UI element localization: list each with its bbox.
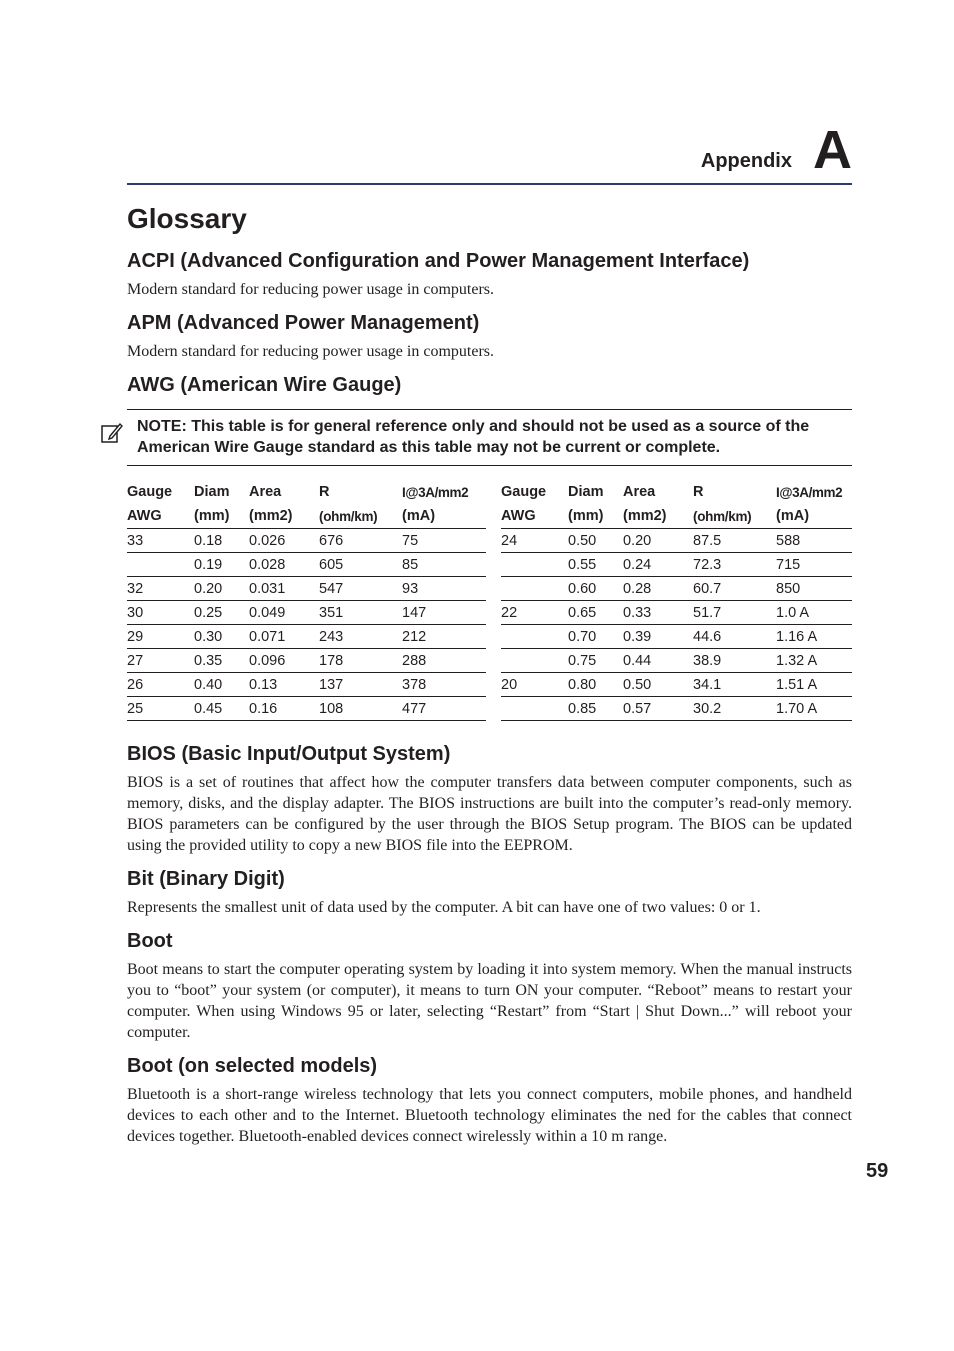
awg-table-right (501, 480, 852, 721)
header-cell: (mA) (402, 504, 486, 529)
table-cell: 1.32 A (776, 649, 852, 673)
table-cell: 72.3 (693, 553, 776, 577)
term-apm: APM (Advanced Power Management) (127, 312, 480, 334)
table-header-row (501, 504, 852, 529)
table-cell (501, 625, 568, 649)
table-cell: 0.50 (623, 673, 693, 697)
table-cell: 30.2 (693, 697, 776, 721)
table-cell: 93 (402, 577, 486, 601)
header-cell: AWG (501, 504, 568, 529)
note-pencil-icon (101, 422, 123, 444)
header-cell: Area (249, 484, 282, 500)
table-cell: 0.049 (249, 601, 319, 625)
header-rule (127, 183, 852, 185)
table-cell: 33 (127, 529, 194, 553)
header-cell: Gauge (501, 484, 547, 500)
header-cell: AWG (127, 504, 194, 529)
table-cell: 0.24 (623, 553, 693, 577)
table-cell: 0.35 (194, 649, 249, 673)
table-cell: 20 (501, 673, 568, 697)
table-row (127, 529, 486, 553)
table-cell: 547 (319, 577, 402, 601)
table-row (501, 673, 852, 697)
table-cell: 26 (127, 673, 194, 697)
header-cell: (ohm/km) (319, 504, 402, 529)
table-cell: 0.30 (194, 625, 249, 649)
table-cell (501, 649, 568, 673)
table-cell: 351 (319, 601, 402, 625)
table-header-row (501, 480, 852, 504)
table-cell: 0.55 (568, 553, 623, 577)
definition-acpi: Modern standard for reducing power usage in computers. (127, 281, 494, 298)
note-text: NOTE: This table is for general reference only and should not be used as a source of the American Wire Gauge standard as this table may not be current or complete. (137, 418, 810, 456)
table-cell: 0.028 (249, 553, 319, 577)
awg-tables (127, 480, 852, 721)
table-cell: 0.20 (194, 577, 249, 601)
awg-table-left (127, 480, 486, 721)
definition-apm: Modern standard for reducing power usage in computers. (127, 343, 494, 360)
table-cell (501, 577, 568, 601)
table-cell: 1.51 A (776, 673, 852, 697)
table-row (127, 673, 486, 697)
header-cell: Diam (194, 484, 230, 500)
header-cell: I@3A/mm2 (776, 484, 843, 500)
table-header-row (127, 504, 486, 529)
table-cell: 38.9 (693, 649, 776, 673)
header-cell: (mm) (568, 504, 623, 529)
table-cell: 0.57 (623, 697, 693, 721)
table-cell: 0.19 (194, 553, 249, 577)
table-cell: 0.13 (249, 673, 319, 697)
table-cell: 0.80 (568, 673, 623, 697)
header-cell: Area (623, 484, 656, 500)
table-cell: 34.1 (693, 673, 776, 697)
table-row (501, 697, 852, 721)
table-cell: 0.85 (568, 697, 623, 721)
table-cell: 0.026 (249, 529, 319, 553)
table-cell: 75 (402, 529, 486, 553)
definition-boot: Boot means to start the computer operating system by loading it into system memory. When the manual instructs you to “boot” your system (or computer), it means to turn ON your computer. “Reboot” means to restart your computer. When using Windows 95 or later, selecting “Restart” from “Start | Shut Down...” will reboot your computer. (127, 961, 852, 1041)
table-cell: 60.7 (693, 577, 776, 601)
table-cell: 22 (501, 601, 568, 625)
table-cell: 108 (319, 697, 402, 721)
table-cell (127, 553, 194, 577)
table-cell (501, 553, 568, 577)
header-cell: R (319, 484, 330, 500)
header-cell: (mm) (194, 504, 249, 529)
table-cell: 212 (402, 625, 486, 649)
table-cell: 288 (402, 649, 486, 673)
table-cell: 0.28 (623, 577, 693, 601)
table-cell: 30 (127, 601, 194, 625)
term-bit: Bit (Binary Digit) (127, 868, 285, 890)
table-cell: 0.39 (623, 625, 693, 649)
table-cell: 137 (319, 673, 402, 697)
table-row (501, 553, 852, 577)
table-cell: 0.75 (568, 649, 623, 673)
table-cell: 1.0 A (776, 601, 852, 625)
table-cell: 1.16 A (776, 625, 852, 649)
table-cell: 85 (402, 553, 486, 577)
table-header-row (127, 480, 486, 504)
header-cell: Diam (568, 484, 604, 500)
table-row (127, 625, 486, 649)
page-title: Glossary (127, 203, 247, 234)
table-cell: 0.50 (568, 529, 623, 553)
table-cell: 0.60 (568, 577, 623, 601)
note-box (127, 409, 852, 466)
header-cell: (mA) (776, 504, 852, 529)
definition-bit: Represents the smallest unit of data used by the computer. A bit can have one of two values: 0 or 1. (127, 899, 761, 916)
term-acpi: ACPI (Advanced Configuration and Power Management Interface) (127, 250, 750, 272)
table-cell: 0.096 (249, 649, 319, 673)
term-boot-selected-models: Boot (on selected models) (127, 1055, 378, 1077)
table-cell (501, 697, 568, 721)
table-cell: 32 (127, 577, 194, 601)
table-row (127, 601, 486, 625)
header-cell: (mm2) (623, 504, 693, 529)
table-cell: 588 (776, 529, 852, 553)
table-cell: 1.70 A (776, 697, 852, 721)
header-cell: I@3A/mm2 (402, 484, 469, 500)
table-cell: 27 (127, 649, 194, 673)
table-row (127, 553, 486, 577)
table-cell: 0.33 (623, 601, 693, 625)
page-number: 59 (866, 1160, 889, 1182)
table-cell: 0.44 (623, 649, 693, 673)
table-cell: 0.16 (249, 697, 319, 721)
table-row (501, 601, 852, 625)
table-cell: 0.18 (194, 529, 249, 553)
table-cell: 29 (127, 625, 194, 649)
table-cell: 850 (776, 577, 852, 601)
table-cell: 25 (127, 697, 194, 721)
table-cell: 0.70 (568, 625, 623, 649)
table-row (501, 577, 852, 601)
header-cell: Gauge (127, 484, 173, 500)
header-cell: (ohm/km) (693, 504, 776, 529)
table-cell: 147 (402, 601, 486, 625)
table-row (501, 649, 852, 673)
page-content (127, 200, 852, 1155)
table-cell: 477 (402, 697, 486, 721)
table-cell: 51.7 (693, 601, 776, 625)
table-cell: 243 (319, 625, 402, 649)
table-row (127, 577, 486, 601)
table-cell: 24 (501, 529, 568, 553)
table-cell: 378 (402, 673, 486, 697)
table-row (501, 529, 852, 553)
table-cell: 715 (776, 553, 852, 577)
table-cell: 0.45 (194, 697, 249, 721)
table-cell: 44.6 (693, 625, 776, 649)
table-cell: 0.031 (249, 577, 319, 601)
header-cell: R (693, 484, 704, 500)
table-cell: 605 (319, 553, 402, 577)
term-awg: AWG (American Wire Gauge) (127, 374, 402, 396)
table-cell: 0.071 (249, 625, 319, 649)
definition-bios: BIOS is a set of routines that affect how the computer transfers data between computer components, such as memory, disks, and the display adapter. The BIOS instructions are built into the computer’s read-only memory. BIOS parameters can be configured by the user through the BIOS Setup program. The BIOS can be updated using the provided utility to copy a new BIOS file into the EEPROM. (127, 774, 852, 854)
appendix-label: Appendix (700, 150, 792, 172)
table-cell: 0.40 (194, 673, 249, 697)
page-header (127, 120, 852, 184)
header-cell: (mm2) (249, 504, 319, 529)
table-cell: 178 (319, 649, 402, 673)
term-boot: Boot (127, 930, 173, 952)
table-cell: 0.25 (194, 601, 249, 625)
table-cell: 0.65 (568, 601, 623, 625)
table-row (127, 649, 486, 673)
appendix-letter: A (813, 120, 852, 180)
table-cell: 676 (319, 529, 402, 553)
definition-boot-selected-models: Bluetooth is a short-range wireless technology that lets you connect computers, mobile phones, and handheld devices to each other and to the Internet. Bluetooth technology eliminates the ned for the cables that connect devices together. Bluetooth-enabled devices connect wirelessly within a 10 m range. (127, 1086, 852, 1145)
table-cell: 87.5 (693, 529, 776, 553)
table-row (501, 625, 852, 649)
table-cell: 0.20 (623, 529, 693, 553)
term-bios: BIOS (Basic Input/Output System) (127, 743, 451, 765)
table-row (127, 697, 486, 721)
